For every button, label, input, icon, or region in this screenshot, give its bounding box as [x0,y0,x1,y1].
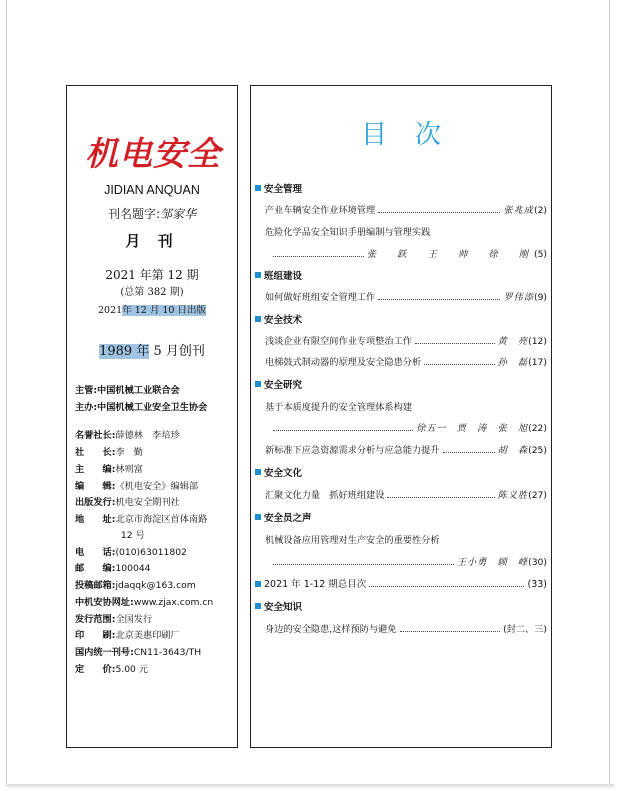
founded-date: 1989 年 5 月创刊 [99,344,205,359]
info-row: 12 号 [75,530,145,541]
square-bullet-icon [255,581,261,587]
square-bullet-icon [255,272,261,278]
info-row: 地 址:北京市海淀区首体南路 [75,514,208,525]
toc-section: 安全文化 [255,465,302,479]
toc-panel [250,85,552,748]
info-row: 发行范围:全国发行 [75,614,153,625]
square-bullet-icon [255,185,261,191]
info-row: 邮 编:100044 [75,563,151,574]
sponsor-line: 主管:中国机械工业联合会 [75,385,180,396]
frequency: 月 刊 [125,232,179,250]
toc-entry[interactable]: 如何做好班组安全管理工作 罗伟添 (9) [265,292,547,303]
info-row: 主 编:林则富 [75,464,143,475]
publish-date: 2021年 12 月 10 日出版 [98,305,206,316]
masthead-panel [66,85,238,748]
toc-entry[interactable]: 基于本质度提升的安全管理体系构建 [265,402,412,413]
info-row: 中机安协网址:www.zjax.com.cn [75,597,214,608]
toc-entry[interactable]: 产业车辆安全作业环境管理 张兆成 (2) [265,205,547,216]
info-row: 投稿邮箱:jdaqqk@163.com [75,580,196,591]
info-row: 国内统一刊号:CN11-3643/TH [75,647,202,658]
toc-entry[interactable]: 电梯鼓式制动器的原理及安全隐患分析 孙 磊 (17) [265,357,547,368]
square-bullet-icon [255,603,261,609]
toc-entry[interactable]: 身边的安全隐患,这样预防与避免 (封二、三) [265,624,547,635]
toc-section-entry[interactable]: 2021 年 1-12 期总目次 (33) [255,576,547,590]
info-row: 社 长:李 勤 [75,447,143,458]
square-bullet-icon [255,469,261,475]
toc-section: 班组建设 [255,268,302,282]
info-row: 印 刷:北京美惠印刷厂 [75,630,180,641]
toc-section: 安全员之声 [255,510,312,524]
info-row: 编 辑:《机电安全》编辑部 [75,481,199,492]
toc-entry-continued[interactable]: 张 跃 王 帅 徐 刚 (5) [265,246,547,260]
info-row: 名誉社长:薛德林 李培珍 [75,430,180,441]
inscriber-name: 邹家华 [160,207,197,221]
toc-section: 安全技术 [255,312,302,326]
toc-entry[interactable]: 新标准下应急资源需求分析与应急能力提升 胡 森 (25) [265,445,547,456]
total-issue: (总第 382 期) [120,287,184,298]
inscriber-label: 刊名题字: [107,207,161,221]
square-bullet-icon [255,514,261,520]
info-row: 出版发行:机电安全期刊社 [75,497,180,508]
info-row: 电 话:(010)63011802 [75,547,187,558]
toc-section: 安全管理 [255,181,302,195]
toc-title: 目次 [360,120,469,150]
toc-entry[interactable]: 浅谈企业有限空间作业专项整治工作 黄 亮 (12) [265,336,547,347]
toc-entry-continued[interactable]: 徐五一 贾 涛 张 旭 (22) [265,420,547,434]
toc-entry-continued[interactable]: 王小勇 顾 峰 (30) [265,554,547,568]
page-shadow [8,784,614,789]
journal-logo: 机电安全 [85,134,221,173]
toc-entry[interactable]: 危险化学品安全知识手册编制与管理实践 [265,227,431,238]
square-bullet-icon [255,316,261,322]
info-row: 定 价:5.00 元 [75,664,149,675]
toc-entry[interactable]: 汇聚文化力量 抓好班组建设 陈义胜 (27) [265,490,547,501]
toc-entry[interactable]: 机械设备应用管理对生产安全的重要性分析 [265,535,440,546]
square-bullet-icon [255,381,261,387]
journal-pinyin: JIDIAN ANQUAN [104,183,200,197]
organizer-line: 主办:中国机械工业安全卫生协会 [75,402,208,413]
inscriber-line [67,205,237,222]
toc-section: 安全研究 [255,377,302,391]
toc-section: 安全知识 [255,599,302,613]
issue-number: 2021 年第 12 期 [105,268,199,282]
